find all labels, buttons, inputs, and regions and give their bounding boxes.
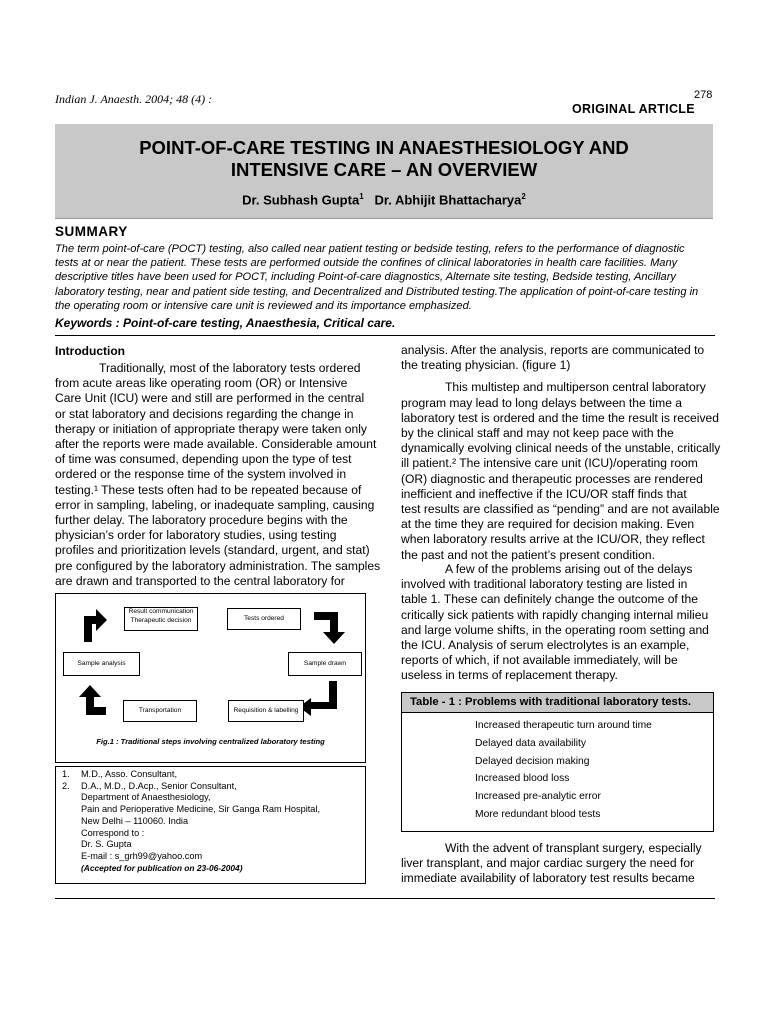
text-line: when laboratory results arrive at the ICU/OR, they reflect: [401, 532, 705, 547]
text-line: With the advent of transplant surgery, especially: [445, 841, 702, 855]
arrow-icon: [314, 612, 345, 644]
right-column-paragraph-4: [401, 841, 714, 887]
footnote-line: Department of Anaesthesiology,: [81, 792, 211, 803]
text-line: after the reports were made available. Considerable amount: [55, 437, 377, 452]
arrow-icon: [84, 609, 107, 642]
text-line: liver transplant, and major cardiac surgery the need for: [401, 856, 695, 871]
summary-text: [55, 242, 715, 313]
text-line: involved with traditional laboratory testing are listed in: [401, 577, 688, 592]
text-line: the treating physician. (figure 1): [401, 358, 571, 373]
text-line: pre configured by the laboratory administration. The samples: [55, 558, 381, 573]
article-type: ORIGINAL ARTICLE: [572, 102, 695, 116]
text-line: at the time they are required for decision making. Even: [401, 517, 695, 532]
node-result-communication: Result communication Therapeutic decision: [124, 607, 198, 631]
text-line: or stat laboratory and decisions regarding the change in: [55, 406, 354, 421]
text-line: program may lead to long delays between the time a: [401, 395, 683, 410]
text-line: are drawn and transported to the central laboratory for: [55, 573, 345, 588]
text-line: from acute areas like operating room (OR) or Intensive: [55, 376, 348, 391]
text-line: the past and not the patient’s present condition.: [401, 547, 655, 562]
text-line: therapy or initiation of appropriate therapy were taken only: [55, 421, 367, 436]
author-1: Dr. Subhash Gupta: [242, 192, 360, 208]
table-row: More redundant blood tests: [475, 809, 601, 820]
text-line: Traditionally, most of the laboratory tests ordered: [99, 361, 361, 375]
footnote-line: New Delhi – 110060. India: [81, 815, 189, 826]
journal-citation: Indian J. Anaesth. 2004; 48 (4) :: [55, 92, 213, 106]
summary-line: descriptive titles have been used for POCT, including Point-of-care diagnostics, Alternate site testing, Bedside testing, Ancillary: [55, 271, 676, 284]
text-line: table 1. These can definitely change the outcome of the: [401, 592, 698, 607]
text-line: of time was consumed, depending upon the type of test: [55, 452, 352, 467]
summary-line: tests at or near the patient. These tests are performed outside the confines of clinical laboratories in health care facilities. Many: [55, 257, 678, 270]
text-line: immediate availability of laboratory test results became: [401, 871, 695, 886]
text-line: laboratory test is ordered and the time the result is received: [401, 410, 719, 425]
table-row: Delayed data availability: [475, 738, 587, 749]
table-title: Table - 1 : Problems with traditional laboratory tests.: [401, 692, 714, 713]
text-line: analysis. After the analysis, reports are communicated to: [401, 343, 705, 357]
arrow-icon: [299, 681, 337, 716]
text-line: ill patient.² The intensive care unit (ICU)/operating room: [401, 456, 698, 471]
footnote-line: M.D., Asso. Consultant,: [81, 769, 177, 779]
acceptance-date: (Accepted for publication on 23-06-2004): [81, 862, 243, 873]
text-line: by the clinical staff and may not keep pace with the: [401, 426, 674, 441]
text-line: error in sampling, labeling, or inadequate sampling, causing: [55, 497, 375, 512]
text-line: This multistep and multiperson central laboratory: [445, 380, 706, 395]
footnote-number: 2.: [62, 780, 70, 791]
text-line: inefficient and ineffective if the ICU/OR staff finds that: [401, 486, 687, 501]
text-line: (OR) diagnostic and therapeutic processes are rendered: [401, 471, 703, 486]
text-line: profiles and prioritization levels (standard, urgent, and stat): [55, 543, 370, 558]
text-line: physician’s order for laboratory studies, using testing: [55, 528, 337, 543]
affiliations: [62, 769, 320, 874]
text-line: A few of the problems arising out of the delays: [445, 562, 693, 576]
node-sample-drawn: Sample drawn: [288, 652, 362, 676]
table-row: Delayed decision making: [475, 756, 590, 767]
text-line: ordered or the response time of the system involved in: [55, 467, 347, 482]
footnote-email: E-mail : s_grh99@yahoo.com: [81, 850, 203, 861]
author-2: Dr. Abhijit Bhattacharya: [374, 192, 522, 208]
figure-caption: Fig.1 : Traditional steps involving centralized laboratory testing: [96, 737, 325, 746]
text-line: Care Unit (ICU) were and still are performed in the central: [55, 391, 365, 406]
text-line: useless in terms of replacement therapy.: [401, 668, 618, 683]
text-line: dynamically evolving clinical needs of the unstable, critically: [401, 441, 721, 456]
node-transportation: Transportation: [123, 700, 197, 722]
introduction-heading: Introduction: [55, 344, 125, 358]
text-line: testing.¹ These tests often had to be repeated because of: [55, 482, 362, 497]
node-sample-analysis: Sample analysis: [63, 652, 140, 676]
node-requisition-labelling: Requisition & labelling: [228, 700, 304, 722]
table-row: Increased blood loss: [475, 773, 570, 784]
right-column-paragraph-1: [401, 343, 721, 563]
summary-line: The term point-of-care (POCT) testing, also called near patient testing or bedside testing, refers to the performance of diagnostic: [55, 243, 685, 255]
page-number: 278: [694, 89, 713, 101]
title-line-1: POINT-OF-CARE TESTING IN ANAESTHESIOLOGY AND: [139, 137, 629, 158]
authors: [55, 192, 713, 207]
footnote-line: Pain and Perioperative Medicine, Sir Ganga Ram Hospital,: [81, 804, 320, 815]
arrow-icon: [79, 685, 106, 715]
text-line: and large volume shifts, in the operating room setting and: [401, 622, 709, 637]
article-title: [55, 137, 713, 181]
author-1-affiliation: 1: [359, 192, 364, 201]
footnote-line: D.A., M.D., D.Acp., Senior Consultant,: [81, 780, 237, 791]
footnote-line: Dr. S. Gupta: [81, 839, 132, 850]
footnote-number: 1.: [62, 769, 70, 779]
node-tests-ordered: Tests ordered: [227, 608, 301, 630]
table-row: Increased therapeutic turn around time: [475, 720, 652, 731]
introduction-text: [55, 361, 381, 589]
text-line: critically sick patients with rapidly changing internal milieu: [401, 607, 709, 622]
footer-divider: [55, 898, 715, 899]
keywords: Keywords : Point-of-care testing, Anaesthesia, Critical care.: [55, 316, 396, 330]
summary-line: the operating room or intensive care unit is reviewed and its importance emphasized.: [55, 299, 472, 312]
summary-heading: SUMMARY: [55, 224, 128, 239]
author-2-affiliation: 2: [521, 192, 526, 201]
footnote-line: Correspond to :: [81, 827, 145, 838]
table-row: Increased pre-analytic error: [475, 791, 601, 802]
text-line: further delay. The laboratory procedure begins with the: [55, 513, 348, 528]
summary-line: laboratory testing, near and patient side testing, and Decentralized and Distributed testing.The application of point-of-care testing in: [55, 285, 699, 298]
right-column-paragraph-3: [401, 562, 714, 684]
title-line-2: INTENSIVE CARE – AN OVERVIEW: [230, 159, 538, 180]
section-divider: [55, 335, 715, 336]
text-line: reports of which, if not available immediately, will be: [401, 653, 678, 668]
text-line: test results are classified as “pending” and are not available: [401, 502, 720, 517]
text-line: the ICU. Analysis of serum electrolytes is an example,: [401, 638, 690, 653]
